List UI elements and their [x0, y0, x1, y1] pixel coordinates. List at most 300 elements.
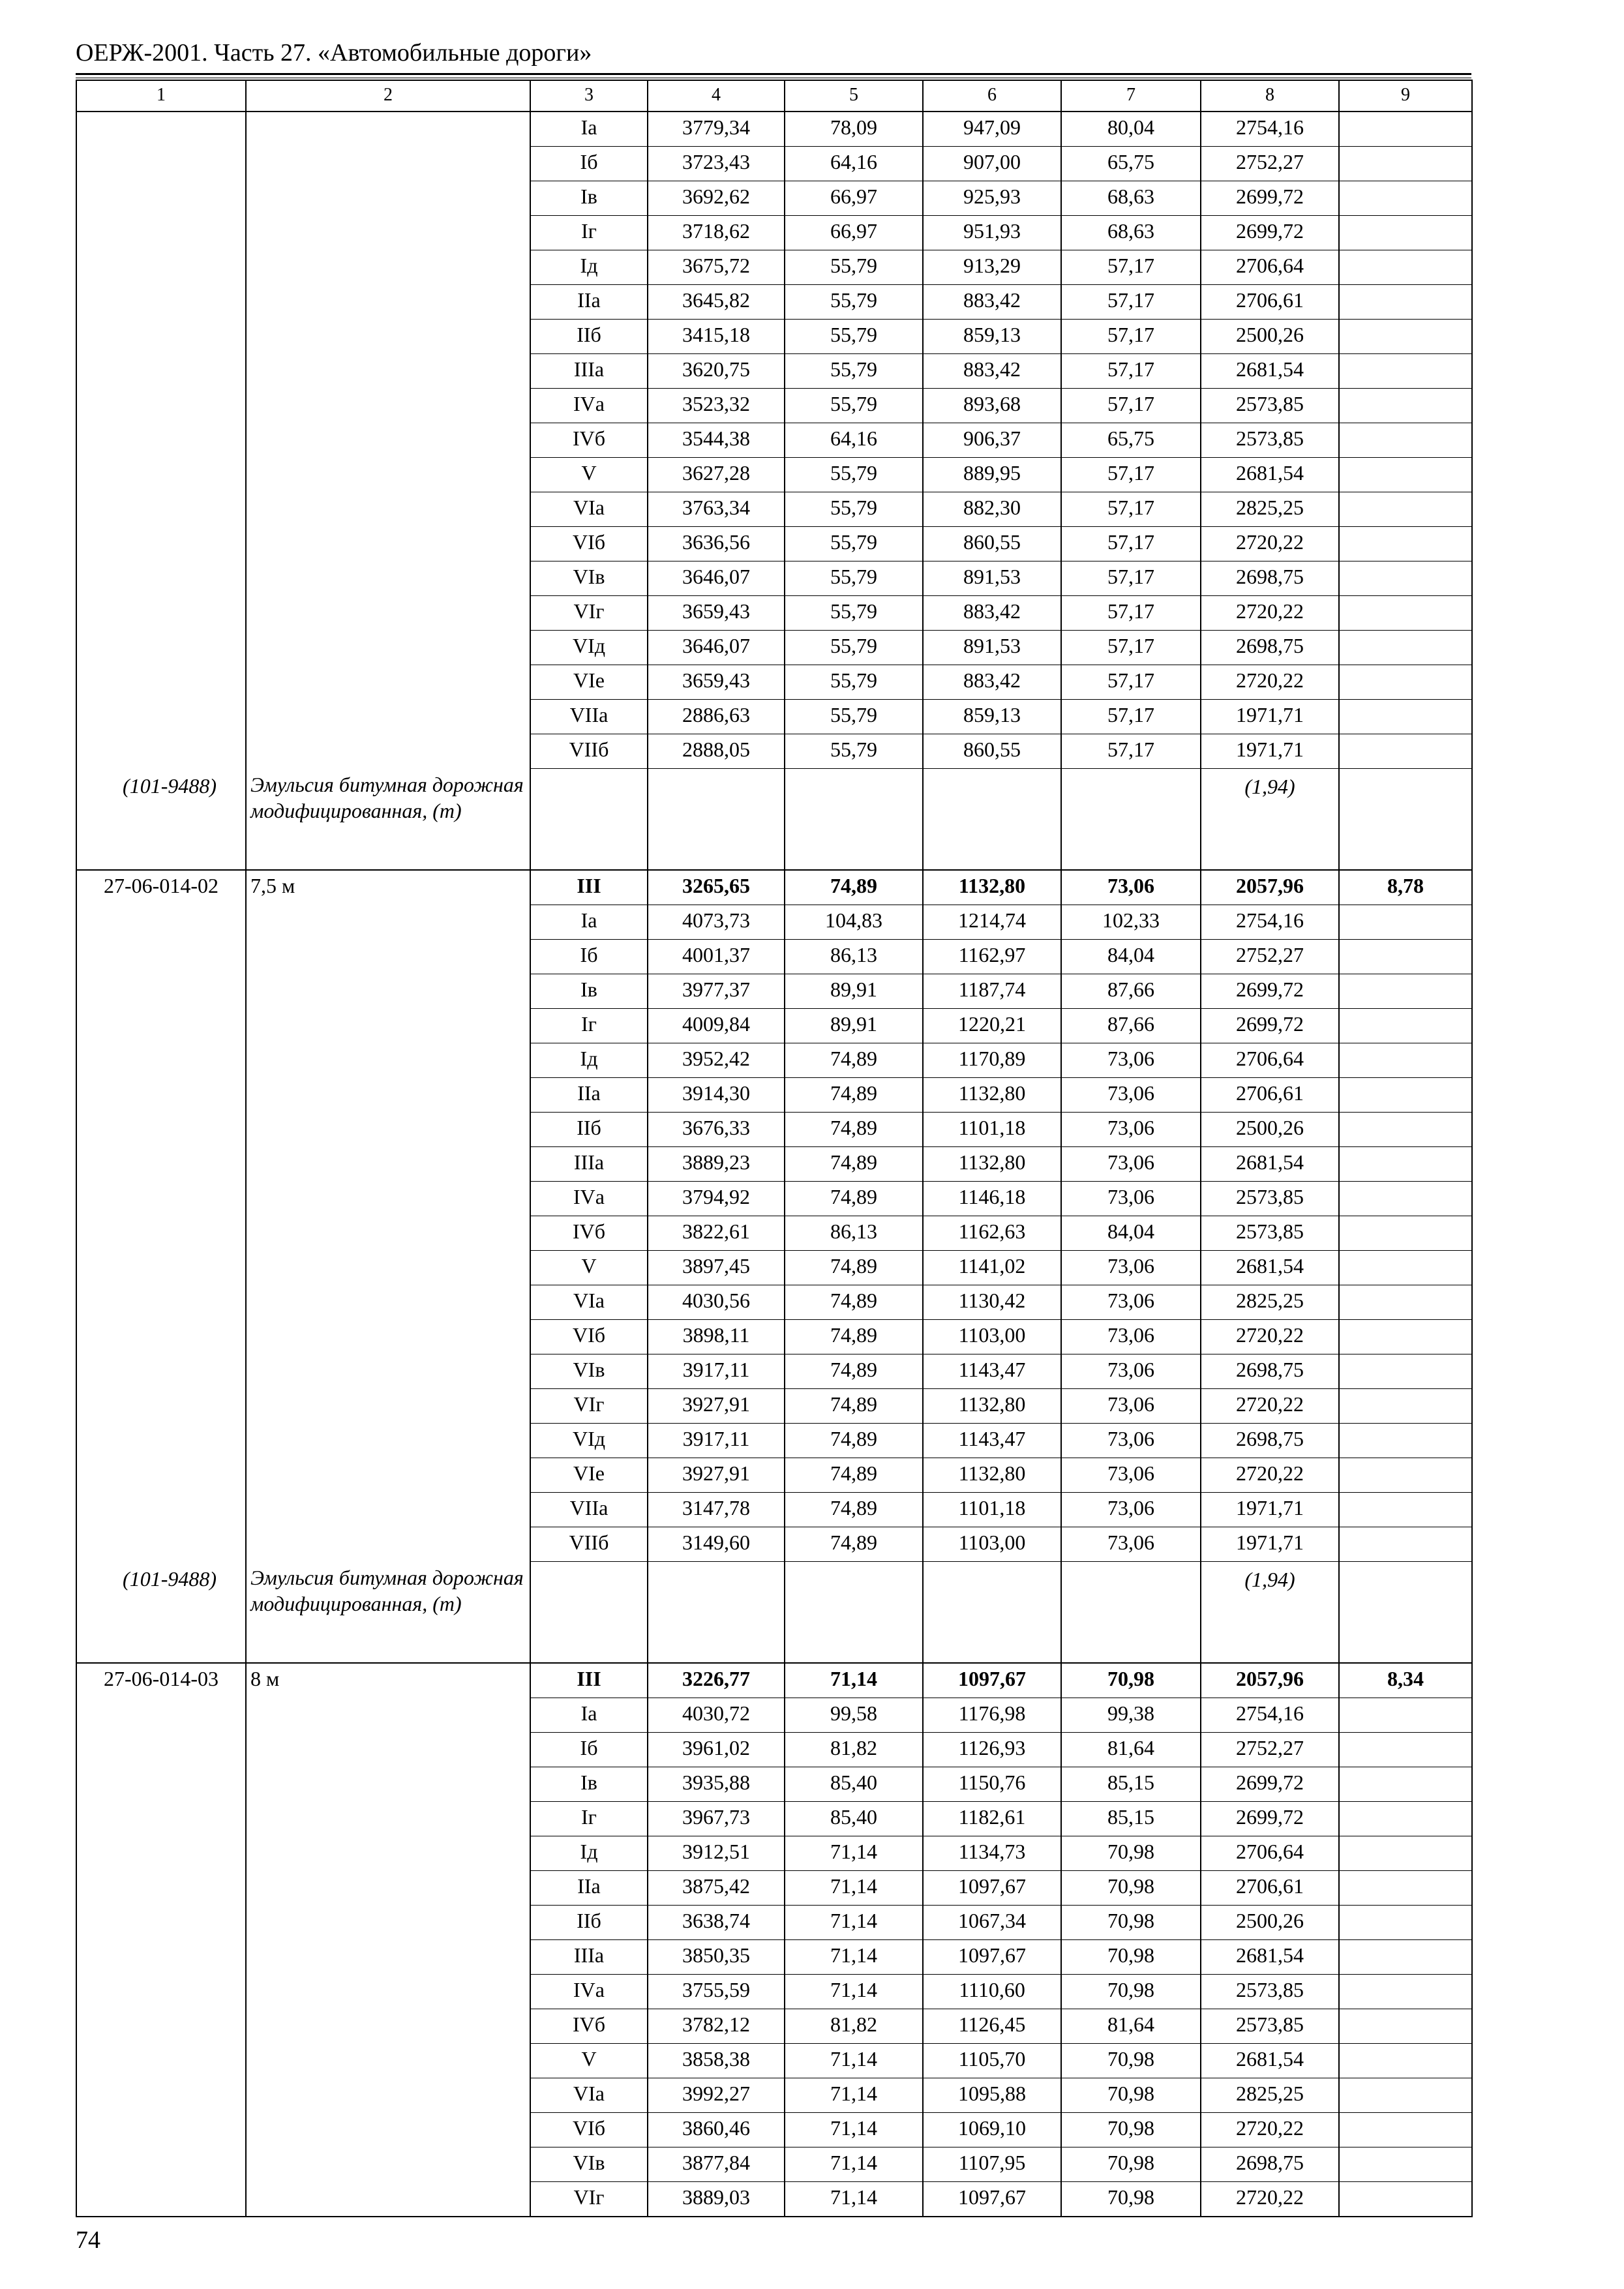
table-row — [76, 2182, 1472, 2217]
materials-cell: 2699,72 — [1201, 1767, 1339, 1802]
code-cell — [76, 147, 246, 181]
machines-cell: 1134,73 — [923, 1836, 1061, 1871]
labor-cell — [1339, 1458, 1472, 1493]
machinist-wages-cell: 85,15 — [1061, 1767, 1201, 1802]
materials-cell: 2681,54 — [1201, 1251, 1339, 1285]
column-header: 7 — [1061, 80, 1201, 112]
name-cell — [246, 1216, 530, 1251]
zone-cell: VIа — [530, 1285, 648, 1320]
total-cost-cell: 3850,35 — [648, 1940, 785, 1975]
materials-cell: 2720,22 — [1201, 1458, 1339, 1493]
code-cell — [76, 112, 246, 147]
zone-cell: III — [530, 1663, 648, 1698]
machinist-wages-cell: 102,33 — [1061, 905, 1201, 940]
total-cost-cell: 3779,34 — [648, 112, 785, 147]
zone-cell: Iд — [530, 1043, 648, 1078]
materials-cell: 2681,54 — [1201, 1940, 1339, 1975]
materials-cell: 2706,61 — [1201, 285, 1339, 320]
zone-cell: IVб — [530, 1216, 648, 1251]
name-cell — [246, 2147, 530, 2182]
machinist-wages-cell: 70,98 — [1061, 1975, 1201, 2009]
machines-cell: 1126,93 — [923, 1733, 1061, 1767]
machines-cell: 951,93 — [923, 216, 1061, 250]
materials-cell: 2720,22 — [1201, 2113, 1339, 2147]
table-row — [76, 1767, 1472, 1802]
zone-cell: IIб — [530, 320, 648, 354]
machines-cell: 1110,60 — [923, 1975, 1061, 2009]
machinist-wages-cell: 70,98 — [1061, 1940, 1201, 1975]
code-cell — [76, 1698, 246, 1733]
table-row — [76, 1354, 1472, 1389]
code-cell — [76, 2044, 246, 2078]
name-cell — [246, 1354, 530, 1389]
labor-cell — [1339, 1802, 1472, 1836]
machines-cell: 906,37 — [923, 423, 1061, 458]
name-cell — [246, 1733, 530, 1767]
name-cell — [246, 1078, 530, 1113]
total-cost-cell: 3889,03 — [648, 2182, 785, 2217]
table-row-resource — [76, 769, 1472, 871]
table-row-main — [76, 1663, 1472, 1698]
labor-cell — [1339, 769, 1472, 871]
wages-cell: 81,82 — [785, 1733, 923, 1767]
page-header-title: ОЕРЖ-2001. Часть 27. «Автомобильные дороги» — [76, 39, 592, 67]
labor-cell — [1339, 1871, 1472, 1906]
name-cell — [246, 1493, 530, 1527]
table-row — [76, 1698, 1472, 1733]
machines-cell: 859,13 — [923, 700, 1061, 734]
total-cost-cell: 3917,11 — [648, 1424, 785, 1458]
code-cell — [76, 1009, 246, 1043]
machines-cell: 1097,67 — [923, 1871, 1061, 1906]
total-cost-cell: 3659,43 — [648, 596, 785, 631]
total-cost-cell: 3952,42 — [648, 1043, 785, 1078]
materials-cell: 2057,96 — [1201, 870, 1339, 905]
code-cell — [76, 1389, 246, 1424]
wages-cell — [785, 769, 923, 871]
wages-cell: 74,89 — [785, 1043, 923, 1078]
zone-cell: Iг — [530, 1009, 648, 1043]
zone-cell: Iв — [530, 1767, 648, 1802]
labor-cell — [1339, 458, 1472, 492]
wages-cell: 55,79 — [785, 734, 923, 769]
labor-cell — [1339, 1424, 1472, 1458]
machinist-wages-cell: 81,64 — [1061, 2009, 1201, 2044]
materials-cell: 2681,54 — [1201, 2044, 1339, 2078]
name-cell — [246, 1285, 530, 1320]
zone-cell: IVб — [530, 2009, 648, 2044]
code-cell: (101-9488) — [76, 769, 246, 871]
labor-cell: 8,78 — [1339, 870, 1472, 905]
name-cell — [246, 112, 530, 147]
labor-cell — [1339, 1216, 1472, 1251]
materials-cell: 2706,64 — [1201, 250, 1339, 285]
table-row — [76, 1389, 1472, 1424]
labor-cell — [1339, 389, 1472, 423]
zone-cell: IVа — [530, 389, 648, 423]
code-cell — [76, 1802, 246, 1836]
name-cell: 7,5 м — [246, 870, 530, 905]
total-cost-cell: 3755,59 — [648, 1975, 785, 2009]
wages-cell: 74,89 — [785, 1251, 923, 1285]
machinist-wages-cell: 68,63 — [1061, 181, 1201, 216]
total-cost-cell: 2888,05 — [648, 734, 785, 769]
code-cell — [76, 1078, 246, 1113]
labor-cell — [1339, 1767, 1472, 1802]
code-cell — [76, 1251, 246, 1285]
materials-cell: 2752,27 — [1201, 940, 1339, 974]
wages-cell: 78,09 — [785, 112, 923, 147]
wages-cell: 74,89 — [785, 1389, 923, 1424]
zone-cell — [530, 769, 648, 871]
wages-cell: 55,79 — [785, 250, 923, 285]
total-cost-cell: 3676,33 — [648, 1113, 785, 1147]
total-cost-cell — [648, 769, 785, 871]
code-cell — [76, 1147, 246, 1182]
wages-cell: 71,14 — [785, 1663, 923, 1698]
machinist-wages-cell: 73,06 — [1061, 1424, 1201, 1458]
table-row — [76, 423, 1472, 458]
machines-cell: 907,00 — [923, 147, 1061, 181]
machines-cell: 1097,67 — [923, 1940, 1061, 1975]
materials-cell: 2706,61 — [1201, 1871, 1339, 1906]
labor-cell — [1339, 1251, 1472, 1285]
materials-cell: 1971,71 — [1201, 1493, 1339, 1527]
materials-cell: 2706,61 — [1201, 1078, 1339, 1113]
name-cell — [246, 1458, 530, 1493]
name-cell — [246, 1113, 530, 1147]
code-cell — [76, 285, 246, 320]
zone-cell: VIв — [530, 561, 648, 596]
zone-cell: Iв — [530, 974, 648, 1009]
machinist-wages-cell: 73,06 — [1061, 1527, 1201, 1562]
wages-cell: 71,14 — [785, 2113, 923, 2147]
wages-cell: 71,14 — [785, 2078, 923, 2113]
wages-cell: 74,89 — [785, 1147, 923, 1182]
wages-cell: 55,79 — [785, 320, 923, 354]
zone-cell: Iа — [530, 112, 648, 147]
table-row — [76, 216, 1472, 250]
zone-cell: VIе — [530, 1458, 648, 1493]
machinist-wages-cell: 70,98 — [1061, 1906, 1201, 1940]
machines-cell: 860,55 — [923, 527, 1061, 561]
total-cost-cell: 3967,73 — [648, 1802, 785, 1836]
materials-cell: 2825,25 — [1201, 2078, 1339, 2113]
zone-cell: VIд — [530, 1424, 648, 1458]
labor-cell — [1339, 1940, 1472, 1975]
zone-cell: VIг — [530, 596, 648, 631]
name-cell — [246, 734, 530, 769]
table-row — [76, 1285, 1472, 1320]
machinist-wages-cell: 81,64 — [1061, 1733, 1201, 1767]
total-cost-cell: 3636,56 — [648, 527, 785, 561]
code-cell — [76, 423, 246, 458]
machinist-wages-cell: 73,06 — [1061, 1493, 1201, 1527]
zone-cell: Iа — [530, 1698, 648, 1733]
name-cell — [246, 1527, 530, 1562]
zone-cell: VIв — [530, 2147, 648, 2182]
labor-cell — [1339, 1009, 1472, 1043]
zone-cell: Iб — [530, 940, 648, 974]
materials-cell: 2573,85 — [1201, 423, 1339, 458]
machinist-wages-cell: 73,06 — [1061, 1043, 1201, 1078]
code-cell — [76, 527, 246, 561]
wages-cell: 55,79 — [785, 561, 923, 596]
table-row — [76, 1527, 1472, 1562]
table-row-main — [76, 870, 1472, 905]
name-cell — [246, 2113, 530, 2147]
wages-cell: 66,97 — [785, 216, 923, 250]
code-cell — [76, 1216, 246, 1251]
machinist-wages-cell: 57,17 — [1061, 492, 1201, 527]
zone-cell: Iд — [530, 250, 648, 285]
total-cost-cell: 3147,78 — [648, 1493, 785, 1527]
total-cost-cell: 4009,84 — [648, 1009, 785, 1043]
machines-cell: 1170,89 — [923, 1043, 1061, 1078]
machinist-wages-cell — [1061, 1562, 1201, 1664]
zone-cell: V — [530, 2044, 648, 2078]
labor-cell — [1339, 1043, 1472, 1078]
total-cost-cell: 3149,60 — [648, 1527, 785, 1562]
table-row — [76, 1493, 1472, 1527]
name-cell — [246, 974, 530, 1009]
machines-cell: 1187,74 — [923, 974, 1061, 1009]
machinist-wages-cell: 70,98 — [1061, 2113, 1201, 2147]
zone-cell: VIг — [530, 2182, 648, 2217]
wages-cell: 71,14 — [785, 1975, 923, 2009]
wages-cell: 104,83 — [785, 905, 923, 940]
machines-cell: 947,09 — [923, 112, 1061, 147]
table-row — [76, 1458, 1472, 1493]
total-cost-cell: 3912,51 — [648, 1836, 785, 1871]
labor-cell — [1339, 2147, 1472, 2182]
zone-cell: IIIа — [530, 354, 648, 389]
wages-cell: 74,89 — [785, 1285, 923, 1320]
labor-cell — [1339, 2078, 1472, 2113]
wages-cell: 74,89 — [785, 1354, 923, 1389]
name-cell — [246, 561, 530, 596]
total-cost-cell: 3718,62 — [648, 216, 785, 250]
total-cost-cell: 3914,30 — [648, 1078, 785, 1113]
labor-cell — [1339, 2182, 1472, 2217]
column-header: 8 — [1201, 80, 1339, 112]
labor-cell — [1339, 596, 1472, 631]
machines-cell: 860,55 — [923, 734, 1061, 769]
wages-cell: 86,13 — [785, 940, 923, 974]
machinist-wages-cell: 73,06 — [1061, 1285, 1201, 1320]
total-cost-cell: 3226,77 — [648, 1663, 785, 1698]
name-cell — [246, 423, 530, 458]
name-cell — [246, 1940, 530, 1975]
table-row-resource — [76, 1562, 1472, 1664]
code-cell — [76, 1767, 246, 1802]
code-cell — [76, 940, 246, 974]
name-cell — [246, 665, 530, 700]
machinist-wages-cell: 57,17 — [1061, 734, 1201, 769]
materials-cell: 2681,54 — [1201, 458, 1339, 492]
code-cell — [76, 1424, 246, 1458]
zone-cell: V — [530, 458, 648, 492]
labor-cell — [1339, 1320, 1472, 1354]
machines-cell: 1097,67 — [923, 2182, 1061, 2217]
machines-cell: 1214,74 — [923, 905, 1061, 940]
materials-cell: 2573,85 — [1201, 1975, 1339, 2009]
name-cell — [246, 320, 530, 354]
machines-cell: 1132,80 — [923, 1389, 1061, 1424]
table-row — [76, 389, 1472, 423]
labor-cell — [1339, 1078, 1472, 1113]
table-row — [76, 1182, 1472, 1216]
name-cell — [246, 1698, 530, 1733]
machinist-wages-cell: 57,17 — [1061, 527, 1201, 561]
machines-cell: 1095,88 — [923, 2078, 1061, 2113]
name-cell — [246, 1906, 530, 1940]
table-row — [76, 1320, 1472, 1354]
machinist-wages-cell: 70,98 — [1061, 1836, 1201, 1871]
materials-cell: 2720,22 — [1201, 596, 1339, 631]
wages-cell: 71,14 — [785, 1906, 923, 1940]
materials-cell: 2752,27 — [1201, 147, 1339, 181]
code-cell — [76, 1940, 246, 1975]
total-cost-cell: 3875,42 — [648, 1871, 785, 1906]
zone-cell: VIб — [530, 527, 648, 561]
wages-cell: 99,58 — [785, 1698, 923, 1733]
machinist-wages-cell: 57,17 — [1061, 700, 1201, 734]
name-cell — [246, 1836, 530, 1871]
total-cost-cell: 3620,75 — [648, 354, 785, 389]
labor-cell — [1339, 250, 1472, 285]
code-cell — [76, 561, 246, 596]
code-cell — [76, 1906, 246, 1940]
labor-cell — [1339, 112, 1472, 147]
table-row — [76, 974, 1472, 1009]
wages-cell: 71,14 — [785, 1836, 923, 1871]
wages-cell: 55,79 — [785, 458, 923, 492]
total-cost-cell: 3265,65 — [648, 870, 785, 905]
code-cell — [76, 181, 246, 216]
machines-cell: 1107,95 — [923, 2147, 1061, 2182]
code-cell — [76, 1975, 246, 2009]
code-cell — [76, 1458, 246, 1493]
zone-cell: IIб — [530, 1113, 648, 1147]
machines-cell — [923, 769, 1061, 871]
rates-table-body — [76, 80, 1472, 2217]
zone-cell: IIб — [530, 1906, 648, 1940]
name-cell — [246, 389, 530, 423]
labor-cell — [1339, 2044, 1472, 2078]
name-cell — [246, 458, 530, 492]
table-row — [76, 1424, 1472, 1458]
materials-cell: 2720,22 — [1201, 527, 1339, 561]
wages-cell: 85,40 — [785, 1767, 923, 1802]
labor-cell — [1339, 940, 1472, 974]
code-cell: (101-9488) — [76, 1562, 246, 1664]
machines-cell: 1176,98 — [923, 1698, 1061, 1733]
column-header: 1 — [76, 80, 246, 112]
table-row — [76, 1147, 1472, 1182]
materials-cell: 2573,85 — [1201, 389, 1339, 423]
table-row — [76, 2009, 1472, 2044]
machines-cell — [923, 1562, 1061, 1664]
machines-cell: 1162,63 — [923, 1216, 1061, 1251]
total-cost-cell: 3523,32 — [648, 389, 785, 423]
total-cost-cell: 3822,61 — [648, 1216, 785, 1251]
machinist-wages-cell: 73,06 — [1061, 870, 1201, 905]
machines-cell: 1141,02 — [923, 1251, 1061, 1285]
materials-cell: 1971,71 — [1201, 700, 1339, 734]
name-cell — [246, 285, 530, 320]
name-cell — [246, 1182, 530, 1216]
wages-cell: 89,91 — [785, 1009, 923, 1043]
labor-cell — [1339, 216, 1472, 250]
wages-cell: 86,13 — [785, 1216, 923, 1251]
materials-cell: 2698,75 — [1201, 631, 1339, 665]
zone-cell: VIIб — [530, 734, 648, 769]
machines-cell: 913,29 — [923, 250, 1061, 285]
materials-cell: 2699,72 — [1201, 974, 1339, 1009]
code-cell — [76, 631, 246, 665]
labor-cell — [1339, 492, 1472, 527]
table-row — [76, 1733, 1472, 1767]
labor-cell — [1339, 561, 1472, 596]
column-header: 6 — [923, 80, 1061, 112]
machinist-wages-cell: 57,17 — [1061, 250, 1201, 285]
wages-cell: 81,82 — [785, 2009, 923, 2044]
zone-cell: VIв — [530, 1354, 648, 1389]
machines-cell: 1067,34 — [923, 1906, 1061, 1940]
machines-cell: 1097,67 — [923, 1663, 1061, 1698]
table-row — [76, 1836, 1472, 1871]
labor-cell — [1339, 631, 1472, 665]
wages-cell: 74,89 — [785, 1493, 923, 1527]
name-cell — [246, 1802, 530, 1836]
wages-cell: 55,79 — [785, 389, 923, 423]
name-cell — [246, 354, 530, 389]
name-cell — [246, 1251, 530, 1285]
materials-cell: 2699,72 — [1201, 1009, 1339, 1043]
wages-cell: 74,89 — [785, 870, 923, 905]
wages-cell: 74,89 — [785, 1113, 923, 1147]
materials-cell: 2573,85 — [1201, 2009, 1339, 2044]
table-row — [76, 940, 1472, 974]
table-row — [76, 458, 1472, 492]
code-cell — [76, 700, 246, 734]
labor-cell — [1339, 1527, 1472, 1562]
table-row — [76, 250, 1472, 285]
wages-cell: 74,89 — [785, 1424, 923, 1458]
code-cell — [76, 1493, 246, 1527]
materials-cell: 2720,22 — [1201, 665, 1339, 700]
materials-cell: 2698,75 — [1201, 2147, 1339, 2182]
labor-cell — [1339, 181, 1472, 216]
table-row — [76, 1802, 1472, 1836]
name-cell — [246, 905, 530, 940]
wages-cell: 71,14 — [785, 1871, 923, 1906]
total-cost-cell: 3961,02 — [648, 1733, 785, 1767]
name-cell — [246, 216, 530, 250]
code-cell — [76, 974, 246, 1009]
labor-cell — [1339, 974, 1472, 1009]
total-cost-cell: 3877,84 — [648, 2147, 785, 2182]
total-cost-cell: 3927,91 — [648, 1389, 785, 1424]
header-rule — [76, 73, 1471, 75]
zone-cell: VIа — [530, 2078, 648, 2113]
labor-cell — [1339, 285, 1472, 320]
materials-cell: 2698,75 — [1201, 561, 1339, 596]
wages-cell: 74,89 — [785, 1527, 923, 1562]
column-header: 4 — [648, 80, 785, 112]
table-row — [76, 1043, 1472, 1078]
